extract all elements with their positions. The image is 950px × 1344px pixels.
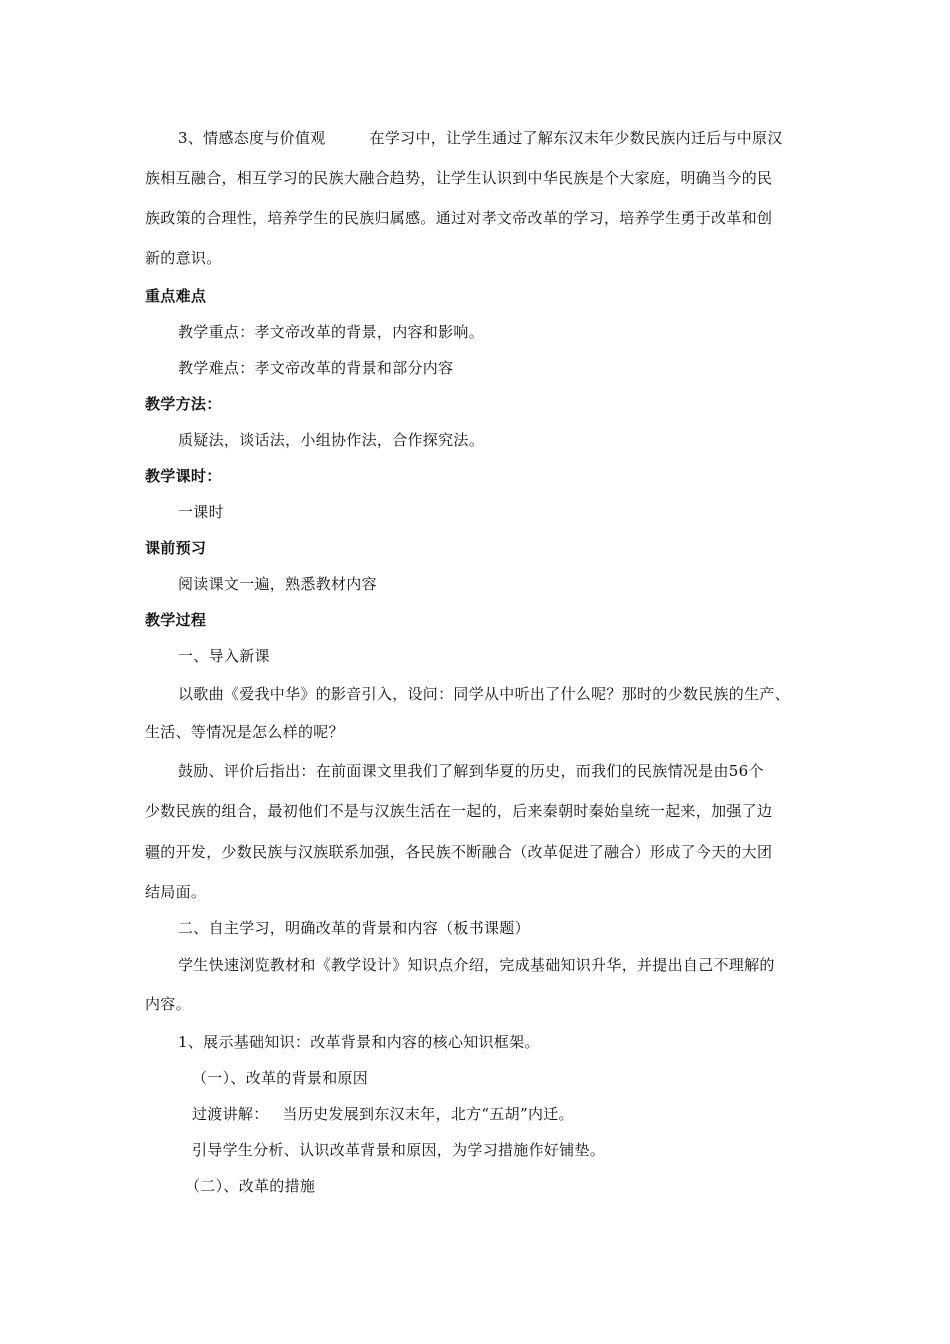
subsection-2-title: （二）、改革的措施: [185, 1177, 316, 1195]
transition-text: 当历史发展到东汉末年，北方“五胡”内迁。: [282, 1105, 574, 1123]
transition-explanation: [192, 1103, 574, 1125]
show-basics: 1、展示基础知识：改革背景和内容的核心知识框架。: [178, 1033, 540, 1051]
guide-text: 引导学生分析、认识改革背景和原因，为学习措施作好铺垫。: [192, 1141, 606, 1159]
heading-key-points: 重点难点: [145, 287, 207, 305]
step-1-title: 一、导入新课: [178, 647, 270, 665]
evaluation-line-4: 结局面。: [145, 883, 207, 901]
evaluation-line-3: 疆的开发，少数民族与汉族联系加强，各民族不断融合（改革促进了融合）形成了今天的大团: [145, 843, 773, 861]
self-study-line-2: 内容。: [145, 995, 191, 1013]
self-study-line-1: 学生快速浏览教材和《教学设计》知识点介绍，完成基础知识升华，并提出自己不理解的: [178, 956, 775, 974]
goal-3-text: 在学习中，让学生通过了解东汉末年少数民族内迁后与中原汉: [369, 129, 783, 147]
teaching-focus: 教学重点：孝文帝改革的背景，内容和影响。: [178, 323, 485, 341]
teaching-method-text: 质疑法，谈话法，小组协作法，合作探究法。: [178, 431, 485, 449]
preview-text: 阅读课文一遍，熟悉教材内容: [178, 575, 377, 593]
subsection-1-title: （一）、改革的背景和原因: [192, 1069, 369, 1087]
heading-teaching-process: 教学过程: [145, 611, 207, 629]
class-hours-text: 一课时: [178, 503, 224, 521]
heading-preview: 课前预习: [145, 539, 207, 557]
goal-3-label: 3、情感态度与价值观: [178, 129, 326, 147]
paragraph-goal-3-line-2: 族相互融合，相互学习的民族大融合趋势，让学生认识到中华民族是个大家庭，明确当今的民: [145, 169, 773, 187]
teaching-difficulty: 教学难点：孝文帝改革的背景和部分内容: [178, 359, 454, 377]
heading-teaching-method: 教学方法：: [145, 395, 222, 413]
evaluation-line-1: 鼓励、评价后指出：在前面课文里我们了解到华夏的历史，而我们的民族情况是由56个: [178, 762, 764, 780]
transition-label: 过渡讲解：: [192, 1105, 269, 1123]
intro-line-1: 以歌曲《爱我中华》的影音引入，设问：同学从中听出了什么呢？那时的少数民族的生产、: [178, 685, 791, 703]
intro-line-2: 生活、等情况是怎么样的呢？: [145, 723, 344, 741]
evaluation-line-2: 少数民族的组合，最初他们不是与汉族生活在一起的，后来秦朝时秦始皇统一起来，加强了边: [145, 802, 773, 820]
paragraph-goal-3-line-4: 新的意识。: [145, 249, 222, 267]
paragraph-goal-3-line-3: 族政策的合理性，培养学生的民族归属感。通过对孝文帝改革的学习，培养学生勇于改革和创: [145, 209, 773, 227]
heading-class-hours: 教学课时：: [145, 467, 222, 485]
paragraph-goal-3-line-1: [178, 127, 783, 149]
step-2-title: 二、自主学习，明确改革的背景和内容（板书课题）: [178, 919, 530, 937]
